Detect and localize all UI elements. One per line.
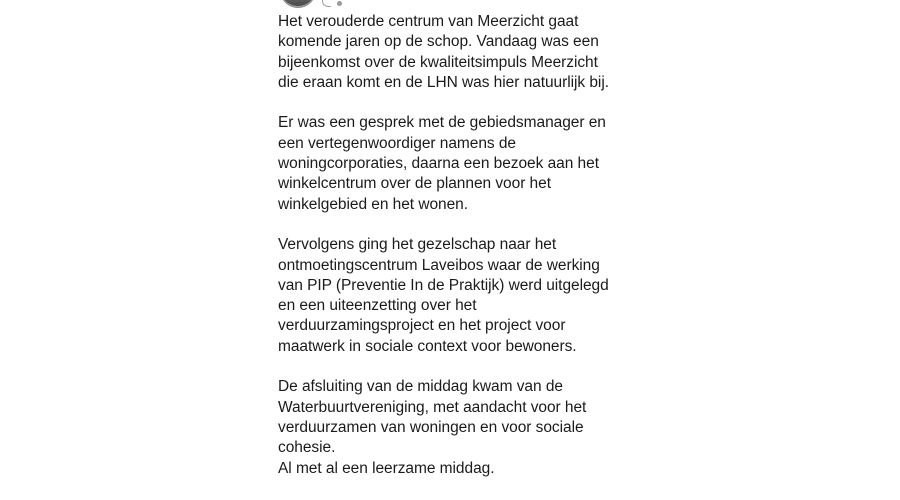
text-line: ontmoetingscentrum Laveibos waar de werking bbox=[278, 256, 600, 274]
text-line: en een uiteenzetting over het bbox=[278, 297, 477, 315]
left-blank-area bbox=[0, 0, 262, 500]
post-text bbox=[278, 12, 628, 499]
text-line: een vertegenwoordiger namens de bbox=[278, 134, 516, 152]
post-paragraph-4 bbox=[278, 377, 628, 478]
audience-icon bbox=[322, 0, 331, 7]
text-line: winkelgebied en het wonen. bbox=[278, 195, 469, 213]
post-paragraph-1 bbox=[278, 12, 628, 93]
text-line: verduurzamingsproject en het project voor bbox=[278, 317, 566, 335]
text-line: De afsluiting van de middag kwam van de bbox=[278, 378, 563, 396]
post-paragraph-2 bbox=[278, 113, 628, 214]
text-line: cohesie. bbox=[278, 439, 336, 457]
text-line: Waterbuurtvereniging, met aandacht voor het bbox=[278, 398, 587, 416]
text-line: van PIP (Preventie In de Praktijk) werd uitgelegd bbox=[278, 276, 609, 294]
post-paragraph-3 bbox=[278, 235, 628, 357]
meta-dot-icon bbox=[337, 1, 342, 6]
text-line: winkelcentrum over de plannen voor het bbox=[278, 175, 551, 193]
text-line: maatwerk in sociale context voor bewoners. bbox=[278, 337, 577, 355]
text-line: Al met al een leerzame middag. bbox=[278, 459, 495, 477]
right-blank-area bbox=[638, 0, 900, 500]
avatar[interactable] bbox=[280, 0, 316, 8]
text-line: Het verouderde centrum van Meerzicht gaat bbox=[278, 13, 579, 30]
text-line: Er was een gesprek met de gebiedsmanager en bbox=[278, 114, 606, 132]
post-header bbox=[280, 0, 342, 8]
text-line: Vervolgens ging het gezelschap naar het bbox=[278, 236, 557, 254]
text-line: die eraan komt en de LHN was hier natuurlijk bij. bbox=[278, 73, 609, 91]
text-line: woningcorporaties, daarna een bezoek aan het bbox=[278, 155, 599, 173]
text-line: komende jaren op de schop. Vandaag was een bbox=[278, 33, 599, 51]
text-line: verduurzamen van woningen en voor sociale bbox=[278, 418, 584, 436]
text-line: bijeenkomst over de kwaliteitsimpuls Meerzicht bbox=[278, 53, 598, 71]
post-card bbox=[262, 0, 638, 500]
